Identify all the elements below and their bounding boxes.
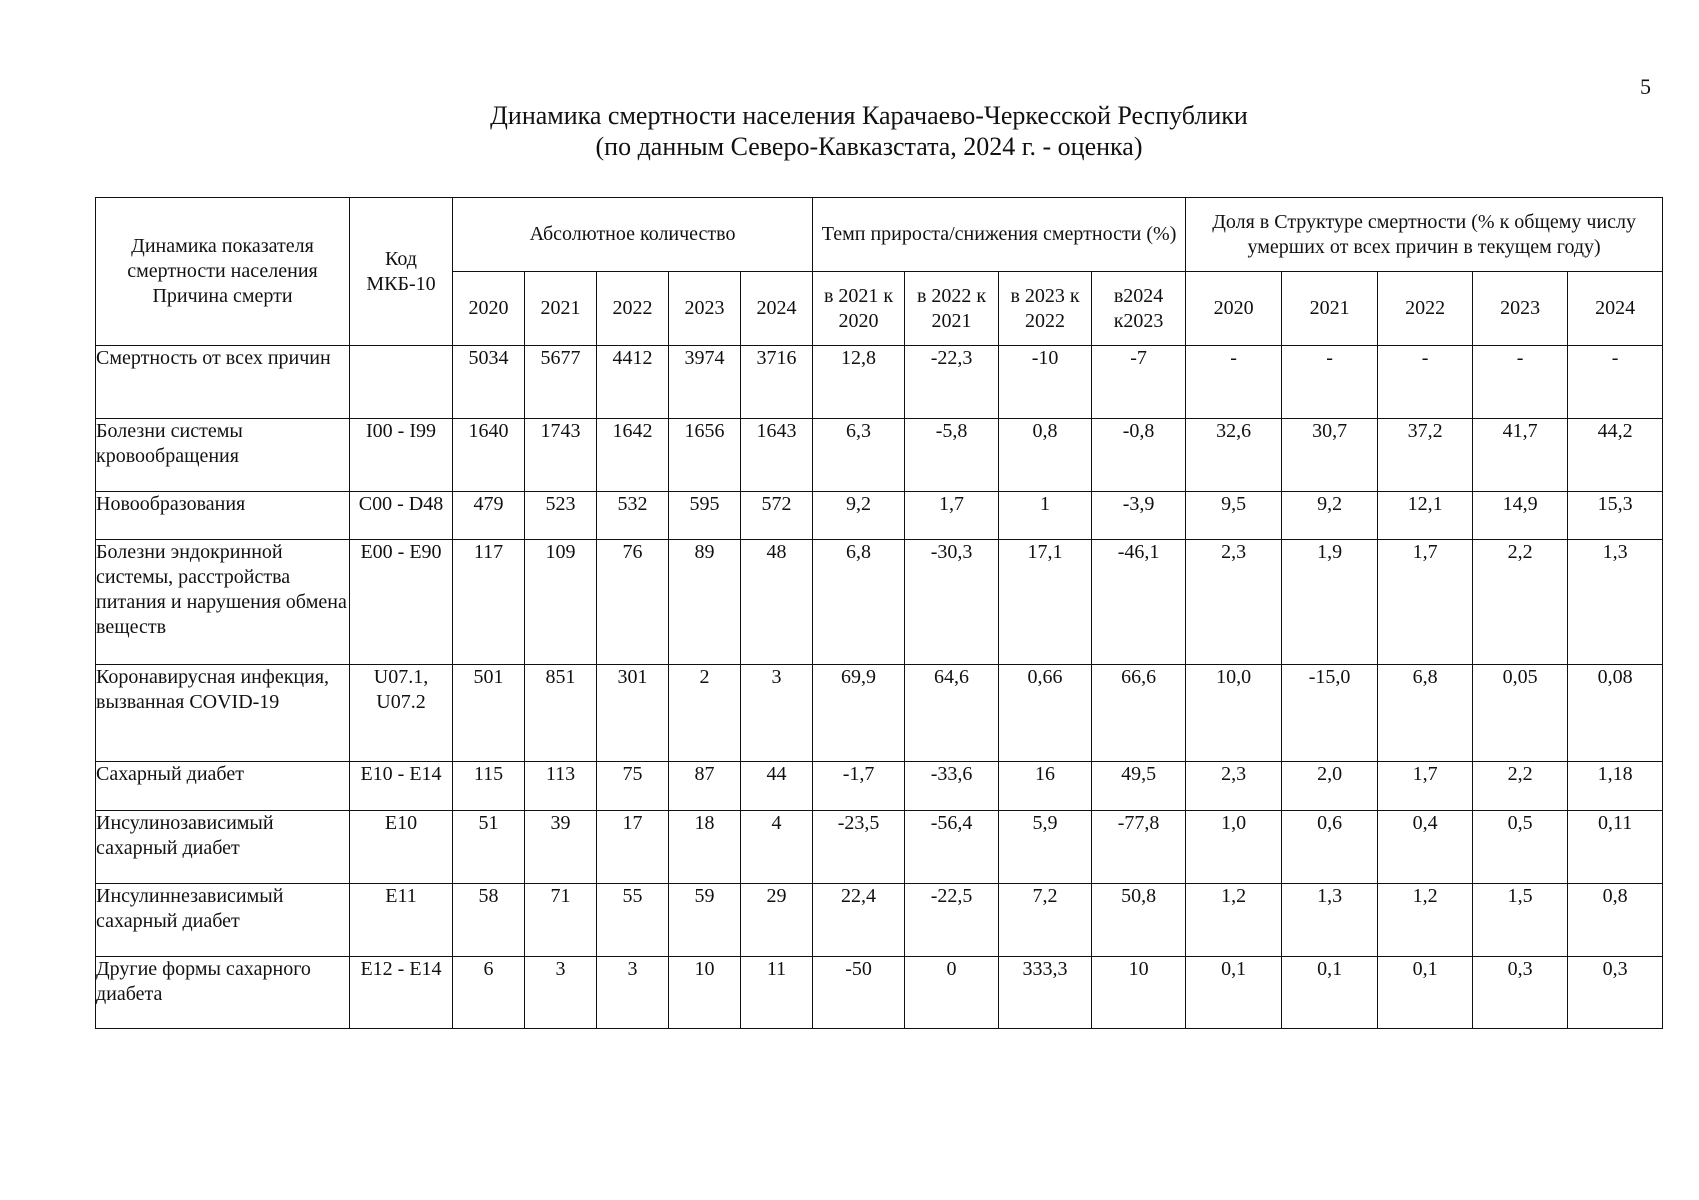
share-cell: 2,0 <box>1282 762 1378 811</box>
absolute-count-cell: 89 <box>669 540 741 665</box>
header-cause: Динамика показателя смертности населения Причина смерти <box>96 198 350 346</box>
absolute-count-cell: 1640 <box>453 419 525 492</box>
table-row <box>96 346 1663 419</box>
absolute-count-cell: 58 <box>453 884 525 957</box>
share-cell: 6,8 <box>1378 665 1473 762</box>
growth-rate-cell: -77,8 <box>1092 811 1186 884</box>
growth-rate-cell: -22,3 <box>905 346 999 419</box>
share-cell: 1,3 <box>1282 884 1378 957</box>
header-absolute: Абсолютное количество <box>453 198 813 272</box>
growth-rate-cell: 50,8 <box>1092 884 1186 957</box>
absolute-count-cell: 117 <box>453 540 525 665</box>
share-cell: 14,9 <box>1473 492 1568 540</box>
absolute-count-cell: 55 <box>597 884 669 957</box>
growth-rate-cell: 17,1 <box>999 540 1092 665</box>
share-cell: 1,0 <box>1186 811 1282 884</box>
share-cell: 1,18 <box>1568 762 1663 811</box>
absolute-count-cell: 17 <box>597 811 669 884</box>
share-cell: 0,1 <box>1378 957 1473 1029</box>
growth-rate-cell: -5,8 <box>905 419 999 492</box>
icd-code-cell: E10 - E14 <box>350 762 453 811</box>
share-cell: 1,2 <box>1378 884 1473 957</box>
share-cell: 2,2 <box>1473 540 1568 665</box>
share-cell: 9,5 <box>1186 492 1282 540</box>
absolute-count-cell: 18 <box>669 811 741 884</box>
share-cell: 1,2 <box>1186 884 1282 957</box>
cause-cell: Другие формы сахарного диабета <box>96 957 350 1029</box>
absolute-count-cell: 4412 <box>597 346 669 419</box>
page-number: 5 <box>1640 74 1651 99</box>
absolute-count-cell: 479 <box>453 492 525 540</box>
absolute-count-cell: 6 <box>453 957 525 1029</box>
growth-rate-cell: -22,5 <box>905 884 999 957</box>
abs-year-header: 2023 <box>669 272 741 346</box>
share-cell: 2,3 <box>1186 540 1282 665</box>
share-cell: - <box>1568 346 1663 419</box>
absolute-count-cell: 301 <box>597 665 669 762</box>
growth-rate-cell: 49,5 <box>1092 762 1186 811</box>
share-year-header: 2020 <box>1186 272 1282 346</box>
share-cell: 2,3 <box>1186 762 1282 811</box>
share-cell: 0,1 <box>1282 957 1378 1029</box>
table-row <box>96 540 1663 665</box>
document-title <box>0 100 1699 162</box>
icd-code-cell <box>350 346 453 419</box>
header-code: Код МКБ-10 <box>350 198 453 346</box>
share-cell: 12,1 <box>1378 492 1473 540</box>
growth-rate-cell: 333,3 <box>999 957 1092 1029</box>
share-cell: 1,5 <box>1473 884 1568 957</box>
share-cell: - <box>1282 346 1378 419</box>
absolute-count-cell: 3974 <box>669 346 741 419</box>
absolute-count-cell: 3 <box>741 665 813 762</box>
absolute-count-cell: 572 <box>741 492 813 540</box>
icd-code-cell: C00 - D48 <box>350 492 453 540</box>
absolute-count-cell: 11 <box>741 957 813 1029</box>
icd-code-cell: E12 - E14 <box>350 957 453 1029</box>
table-row <box>96 811 1663 884</box>
absolute-count-cell: 4 <box>741 811 813 884</box>
growth-rate-cell: 1 <box>999 492 1092 540</box>
icd-code-cell: U07.1, U07.2 <box>350 665 453 762</box>
share-cell: 15,3 <box>1568 492 1663 540</box>
share-cell: 0,6 <box>1282 811 1378 884</box>
cause-cell: Сахарный диабет <box>96 762 350 811</box>
absolute-count-cell: 1743 <box>525 419 597 492</box>
absolute-count-cell: 3716 <box>741 346 813 419</box>
share-cell: - <box>1473 346 1568 419</box>
growth-rate-cell: 0,66 <box>999 665 1092 762</box>
absolute-count-cell: 501 <box>453 665 525 762</box>
share-cell: 0,4 <box>1378 811 1473 884</box>
header-share: Доля в Структуре смертности (% к общему числу умерших от всех причин в текущем году) <box>1186 198 1663 272</box>
share-cell: 0,8 <box>1568 884 1663 957</box>
absolute-count-cell: 2 <box>669 665 741 762</box>
share-year-header: 2022 <box>1378 272 1473 346</box>
share-cell: 1,7 <box>1378 762 1473 811</box>
growth-period-header: в2024 к2023 <box>1092 272 1186 346</box>
share-cell: 0,11 <box>1568 811 1663 884</box>
absolute-count-cell: 44 <box>741 762 813 811</box>
cause-cell: Инсулиннезависимый сахарный диабет <box>96 884 350 957</box>
growth-rate-cell: -7 <box>1092 346 1186 419</box>
cause-cell: Болезни системы кровообращения <box>96 419 350 492</box>
abs-year-header: 2021 <box>525 272 597 346</box>
absolute-count-cell: 51 <box>453 811 525 884</box>
absolute-count-cell: 71 <box>525 884 597 957</box>
growth-rate-cell: -0,8 <box>1092 419 1186 492</box>
absolute-count-cell: 1643 <box>741 419 813 492</box>
growth-rate-cell: 0,8 <box>999 419 1092 492</box>
share-cell: 9,2 <box>1282 492 1378 540</box>
growth-rate-cell: 5,9 <box>999 811 1092 884</box>
growth-rate-cell: 9,2 <box>813 492 905 540</box>
absolute-count-cell: 76 <box>597 540 669 665</box>
growth-rate-cell: 0 <box>905 957 999 1029</box>
growth-period-header: в 2023 к 2022 <box>999 272 1092 346</box>
absolute-count-cell: 595 <box>669 492 741 540</box>
absolute-count-cell: 3 <box>525 957 597 1029</box>
absolute-count-cell: 532 <box>597 492 669 540</box>
growth-rate-cell: 1,7 <box>905 492 999 540</box>
title-line-2: (по данным Северо-Кавказстата, 2024 г. - оценка) <box>595 132 1143 161</box>
absolute-count-cell: 87 <box>669 762 741 811</box>
growth-rate-cell: -1,7 <box>813 762 905 811</box>
growth-rate-cell: 64,6 <box>905 665 999 762</box>
share-cell: 0,5 <box>1473 811 1568 884</box>
header-growth: Темп прироста/снижения смертности (%) <box>813 198 1186 272</box>
share-cell: 0,3 <box>1473 957 1568 1029</box>
table-row <box>96 884 1663 957</box>
cause-cell: Инсулинозависимый сахарный диабет <box>96 811 350 884</box>
cause-cell: Смертность от всех причин <box>96 346 350 419</box>
growth-rate-cell: 6,8 <box>813 540 905 665</box>
share-cell: 0,3 <box>1568 957 1663 1029</box>
absolute-count-cell: 5677 <box>525 346 597 419</box>
absolute-count-cell: 59 <box>669 884 741 957</box>
growth-period-header: в 2021 к 2020 <box>813 272 905 346</box>
growth-rate-cell: -46,1 <box>1092 540 1186 665</box>
absolute-count-cell: 115 <box>453 762 525 811</box>
abs-year-header: 2020 <box>453 272 525 346</box>
share-cell: - <box>1186 346 1282 419</box>
growth-rate-cell: 69,9 <box>813 665 905 762</box>
absolute-count-cell: 48 <box>741 540 813 665</box>
absolute-count-cell: 10 <box>669 957 741 1029</box>
growth-rate-cell: 6,3 <box>813 419 905 492</box>
absolute-count-cell: 75 <box>597 762 669 811</box>
share-cell: 30,7 <box>1282 419 1378 492</box>
share-year-header: 2021 <box>1282 272 1378 346</box>
mortality-table <box>95 197 1663 1029</box>
table-row <box>96 665 1663 762</box>
table-body <box>96 346 1663 1029</box>
abs-year-header: 2024 <box>741 272 813 346</box>
share-cell: 2,2 <box>1473 762 1568 811</box>
absolute-count-cell: 851 <box>525 665 597 762</box>
share-cell: 0,08 <box>1568 665 1663 762</box>
growth-rate-cell: -23,5 <box>813 811 905 884</box>
absolute-count-cell: 523 <box>525 492 597 540</box>
absolute-count-cell: 1656 <box>669 419 741 492</box>
icd-code-cell: E00 - E90 <box>350 540 453 665</box>
growth-rate-cell: -33,6 <box>905 762 999 811</box>
growth-rate-cell: -30,3 <box>905 540 999 665</box>
icd-code-cell: I00 - I99 <box>350 419 453 492</box>
share-cell: - <box>1378 346 1473 419</box>
growth-rate-cell: -3,9 <box>1092 492 1186 540</box>
growth-rate-cell: 12,8 <box>813 346 905 419</box>
growth-rate-cell: 10 <box>1092 957 1186 1029</box>
share-cell: 41,7 <box>1473 419 1568 492</box>
growth-rate-cell: 66,6 <box>1092 665 1186 762</box>
share-cell: 0,05 <box>1473 665 1568 762</box>
absolute-count-cell: 29 <box>741 884 813 957</box>
table-row <box>96 957 1663 1029</box>
growth-rate-cell: 16 <box>999 762 1092 811</box>
absolute-count-cell: 1642 <box>597 419 669 492</box>
share-cell: 1,3 <box>1568 540 1663 665</box>
growth-rate-cell: 7,2 <box>999 884 1092 957</box>
share-cell: 44,2 <box>1568 419 1663 492</box>
table-row <box>96 419 1663 492</box>
absolute-count-cell: 5034 <box>453 346 525 419</box>
icd-code-cell: E10 <box>350 811 453 884</box>
growth-rate-cell: 22,4 <box>813 884 905 957</box>
share-cell: 1,7 <box>1378 540 1473 665</box>
cause-cell: Коронавирусная инфекция, вызванная COVID-19 <box>96 665 350 762</box>
share-cell: 37,2 <box>1378 419 1473 492</box>
share-cell: 1,9 <box>1282 540 1378 665</box>
absolute-count-cell: 109 <box>525 540 597 665</box>
icd-code-cell: E11 <box>350 884 453 957</box>
share-year-header: 2023 <box>1473 272 1568 346</box>
cause-cell: Болезни эндокринной системы, расстройства питания и нарушения обмена веществ <box>96 540 350 665</box>
growth-rate-cell: -56,4 <box>905 811 999 884</box>
cause-cell: Новообразования <box>96 492 350 540</box>
share-cell: 32,6 <box>1186 419 1282 492</box>
table-row <box>96 492 1663 540</box>
share-cell: 0,1 <box>1186 957 1282 1029</box>
growth-rate-cell: -10 <box>999 346 1092 419</box>
abs-year-header: 2022 <box>597 272 669 346</box>
title-line-1: Динамика смертности населения Карачаево-Черкесской Республики <box>490 101 1248 130</box>
absolute-count-cell: 113 <box>525 762 597 811</box>
absolute-count-cell: 3 <box>597 957 669 1029</box>
growth-rate-cell: -50 <box>813 957 905 1029</box>
growth-period-header: в 2022 к 2021 <box>905 272 999 346</box>
share-cell: -15,0 <box>1282 665 1378 762</box>
share-year-header: 2024 <box>1568 272 1663 346</box>
table-row <box>96 762 1663 811</box>
absolute-count-cell: 39 <box>525 811 597 884</box>
share-cell: 10,0 <box>1186 665 1282 762</box>
